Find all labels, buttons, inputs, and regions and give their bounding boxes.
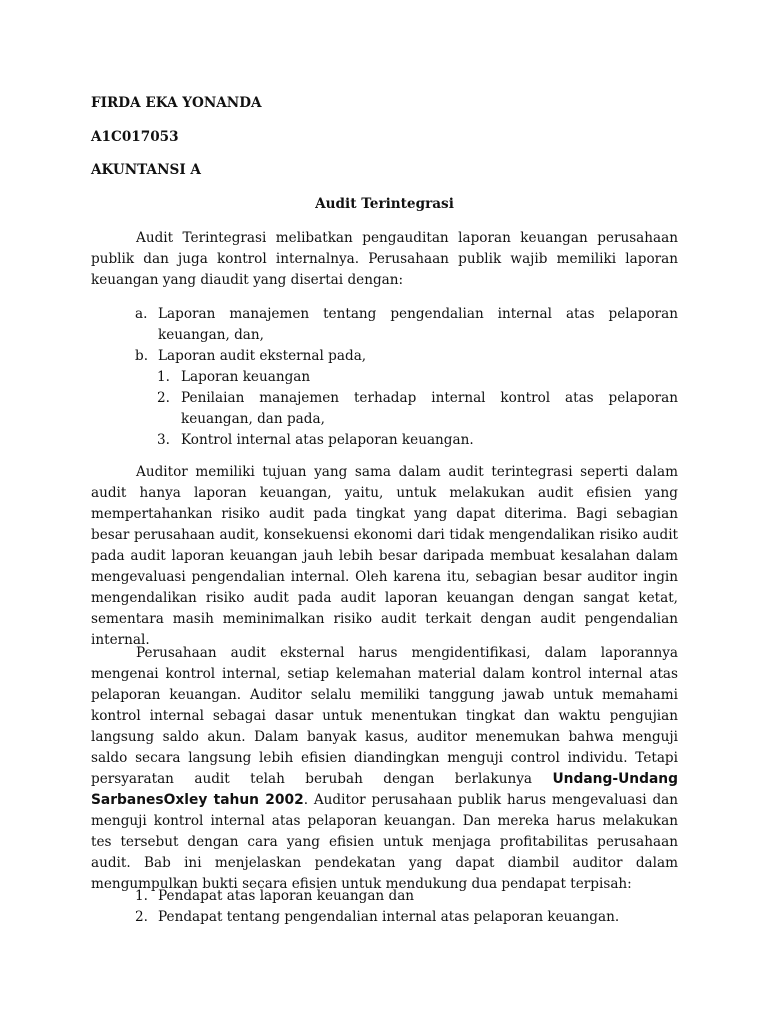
sub-list-item [91,388,678,430]
list-marker: b. [135,348,149,364]
list-marker: 2. [135,909,148,925]
list-item-text: Laporan manajemen tentang pengendalian internal atas pelaporan keuangan, dan, [158,306,678,343]
list-item [91,907,678,928]
class-label: AKUNTANSI A [91,162,201,178]
list-item-text: Penilaian manajemen terhadap internal kontrol atas pelaporan keuangan, dan pada, [181,390,678,427]
paragraph-text: . Auditor perusahaan publik harus mengevaluasi dan menguji kontrol internal atas pelaporan keuangan. Dan mereka harus melakukan tes tersebut dengan cara yang efisien untuk menjaga profitabilitas perusahaan audit. Bab ini menjelaskan pendekatan yang dapat diambil auditor dalam mengumpulkan bukti secara efisien untuk mendukung dua pendapat terpisah: [91,792,679,892]
list-item-text: Pendapat tentang pengendalian internal atas pelaporan keuangan. [158,909,620,925]
list-marker: a. [135,306,148,322]
document-title: Audit Terintegrasi [315,196,454,212]
numbered-list [91,886,678,928]
student-id: A1C017053 [91,129,179,145]
list-item-text: Pendapat atas laporan keuangan dan [158,888,415,904]
body-paragraph-3 [91,643,678,895]
intro-paragraph: Audit Terintegrasi melibatkan pengauditan laporan keuangan perusahaan publik dan juga kontrol internalnya. Perusahaan publik wajib memiliki laporan keuangan yang diaudit yang disertai dengan: [91,230,678,288]
list-marker: 1. [157,369,170,385]
author-name: FIRDA EKA YONANDA [91,95,262,111]
list-marker: 1. [135,888,148,904]
list-item-b [91,346,678,367]
list-marker: 2. [157,390,170,406]
sub-list-item [91,367,678,388]
list-item-text: Laporan keuangan [181,369,311,385]
list-marker: 3. [157,432,170,448]
sub-list-item [91,430,678,451]
list-item-a [91,304,678,346]
letter-list [91,304,678,451]
body-paragraph-2: Auditor memiliki tujuan yang sama dalam audit terintegrasi seperti dalam audit hanya laporan keuangan, yaitu, untuk melakukan audit efisien yang mempertahankan risiko audit pada tingkat yang dapat diterima. Bagi sebagian besar perusahaan audit, konsekuensi ekonomi dari tidak mengendalikan risiko audit pada audit laporan keuangan jauh lebih besar daripada membuat kesalahan dalam mengevaluasi pengendalian internal. Oleh karena itu, sebagian besar auditor ingin mengendalikan risiko audit pada audit laporan keuangan dengan sangat ketat, sementara masih meminimalkan risiko audit terkait dengan audit pengendalian internal. [91,464,678,648]
list-item-text: Kontrol internal atas pelaporan keuangan. [181,432,474,448]
list-item-text: Laporan audit eksternal pada, [158,348,367,364]
paragraph-text: Perusahaan audit eksternal harus mengidentifikasi, dalam laporannya mengenai kontrol internal, setiap kelemahan material dalam kontrol internal atas pelaporan keuangan. Auditor selalu memiliki tanggung jawab untuk memahami kontrol internal sebagai dasar untuk menentukan tingkat dan waktu pengujian langsung saldo akun. Dalam banyak kasus, auditor menemukan bahwa menguji saldo secara langsung lebih efisien diandingkan menguji control individu. Tetapi persyaratan audit telah berubah dengan berlakunya [91,645,678,787]
list-item [91,886,678,907]
law-reference: Undang-Undang SarbanesOxley tahun 2002 [91,771,678,808]
